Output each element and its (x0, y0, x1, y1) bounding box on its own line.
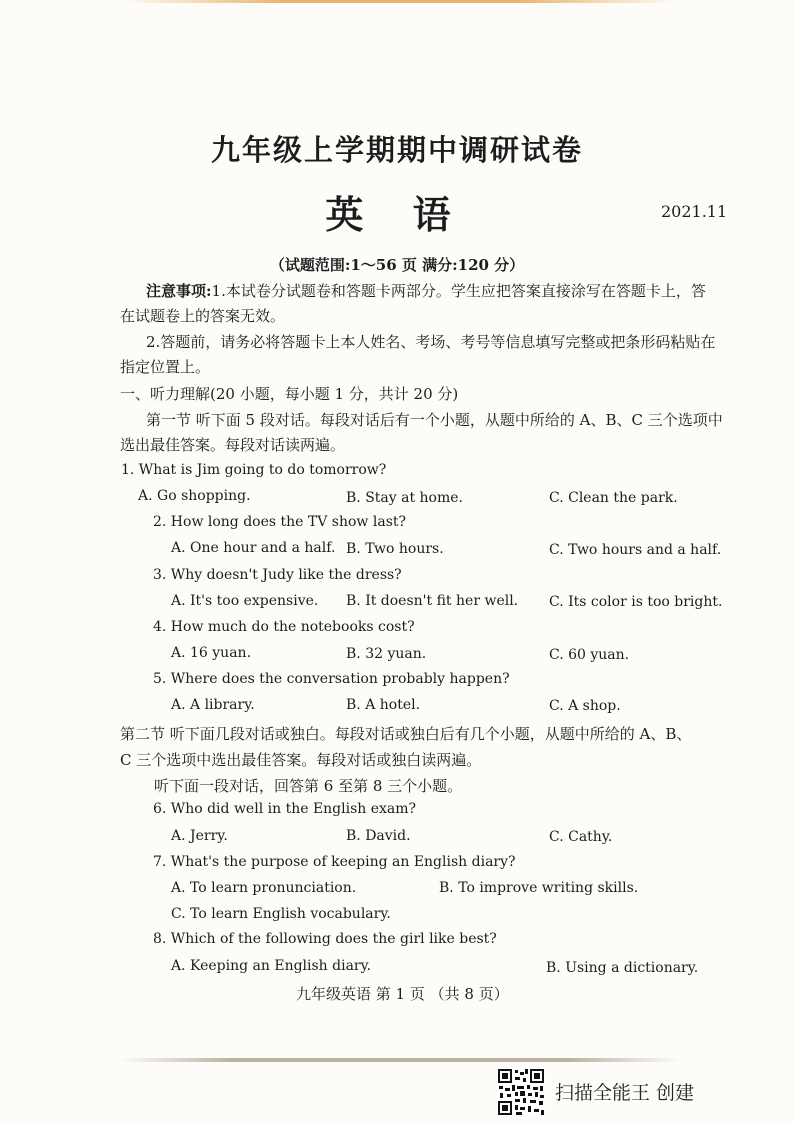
question-6-option-a: A. Jerry. (171, 828, 228, 844)
question-1-stem: 1. What is Jim going to do tomorrow? (121, 462, 387, 478)
question-1-option-b: B. Stay at home. (346, 490, 463, 506)
subject-heading: 英 语 (325, 192, 469, 237)
notes-text-2b: 指定位置上。 (120, 358, 211, 376)
part1-instructions-b: 选出最佳答案。每段对话读两遍。 (120, 436, 346, 454)
question-2-stem: 2. How long does the TV show last? (153, 514, 407, 530)
bottom-decorative-rule (120, 1058, 680, 1062)
scanner-watermark: 扫描全能王 创建 (555, 1082, 695, 1104)
question-5-stem: 5. Where does the conversation probably happen? (153, 671, 510, 687)
exam-date: 2021.11 (661, 202, 728, 221)
notes-text-2a: 2.答题前，请务必将答题卡上本人姓名、考场、考号等信息填写完整或把条形码粘贴在 (146, 333, 716, 351)
question-7-option-a: A. To learn pronunciation. (171, 880, 357, 896)
question-4-option-b: B. 32 yuan. (346, 646, 427, 662)
question-2-option-a: A. One hour and a half. (171, 540, 336, 556)
question-4-option-a: A. 16 yuan. (171, 645, 252, 661)
part2-instructions-a: 第二节 听下面几段对话或独白。每段对话或独白后有几个小题，从题中所给的 A、B、 (120, 725, 692, 743)
question-8-option-b: B. Using a dictionary. (546, 960, 699, 976)
exam-title: 九年级上学期期中调研试卷 (210, 133, 583, 167)
question-3-stem: 3. Why doesn't Judy like the dress? (153, 567, 402, 583)
question-4-option-c: C. 60 yuan. (549, 647, 630, 663)
question-1-option-a: A. Go shopping. (138, 488, 251, 504)
question-6-option-b: B. David. (346, 828, 411, 844)
group-intro: 听下面一段对话，回答第 6 至第 8 三个小题。 (154, 777, 463, 795)
part1-instructions-a: 第一节 听下面 5 段对话。每段对话后有一个小题，从题中所给的 A、B、C 三个选项中 (146, 411, 723, 429)
question-1-option-c: C. Clean the park. (549, 490, 678, 506)
question-3-option-a: A. It's too expensive. (171, 593, 319, 609)
notes-label: 注意事项: (146, 282, 212, 300)
top-decorative-rule (120, 0, 680, 3)
question-6-stem: 6. Who did well in the English exam? (153, 801, 417, 817)
question-3-option-c: C. Its color is too bright. (549, 594, 723, 610)
section-heading: 一、听力理解(20 小题，每小题 1 分，共计 20 分) (120, 385, 459, 403)
question-8-option-a: A. Keeping an English diary. (171, 958, 372, 974)
part2-instructions-b: C 三个选项中选出最佳答案。每段对话或独白读两遍。 (120, 751, 482, 769)
notes-text-1a: 1.本试卷分试题卷和答题卡两部分。学生应把答案直接涂写在答题卡上，答 (211, 282, 706, 300)
exam-scope: （试题范围:1～56 页 满分:120 分） (269, 256, 525, 274)
question-3-option-b: B. It doesn't fit her well. (346, 593, 519, 609)
question-5-option-b: B. A hotel. (346, 697, 421, 713)
qr-code-icon (497, 1068, 545, 1116)
question-8-stem: 8. Which of the following does the girl like best? (153, 931, 497, 947)
question-2-option-b: B. Two hours. (346, 541, 444, 557)
question-2-option-c: C. Two hours and a half. (549, 542, 722, 558)
question-7-option-b: B. To improve writing skills. (439, 880, 639, 896)
page-footer: 九年级英语 第 1 页 （共 8 页） (296, 985, 509, 1003)
question-4-stem: 4. How much do the notebooks cost? (153, 619, 415, 635)
question-7-stem: 7. What's the purpose of keeping an English diary? (153, 854, 516, 870)
question-6-option-c: C. Cathy. (549, 829, 613, 845)
notes-text-1b: 在试题卷上的答案无效。 (120, 307, 286, 325)
question-7-option-c: C. To learn English vocabulary. (171, 906, 391, 922)
question-5-option-a: A. A library. (171, 697, 255, 713)
notes-line-1 (146, 280, 706, 301)
question-5-option-c: C. A shop. (549, 698, 621, 714)
